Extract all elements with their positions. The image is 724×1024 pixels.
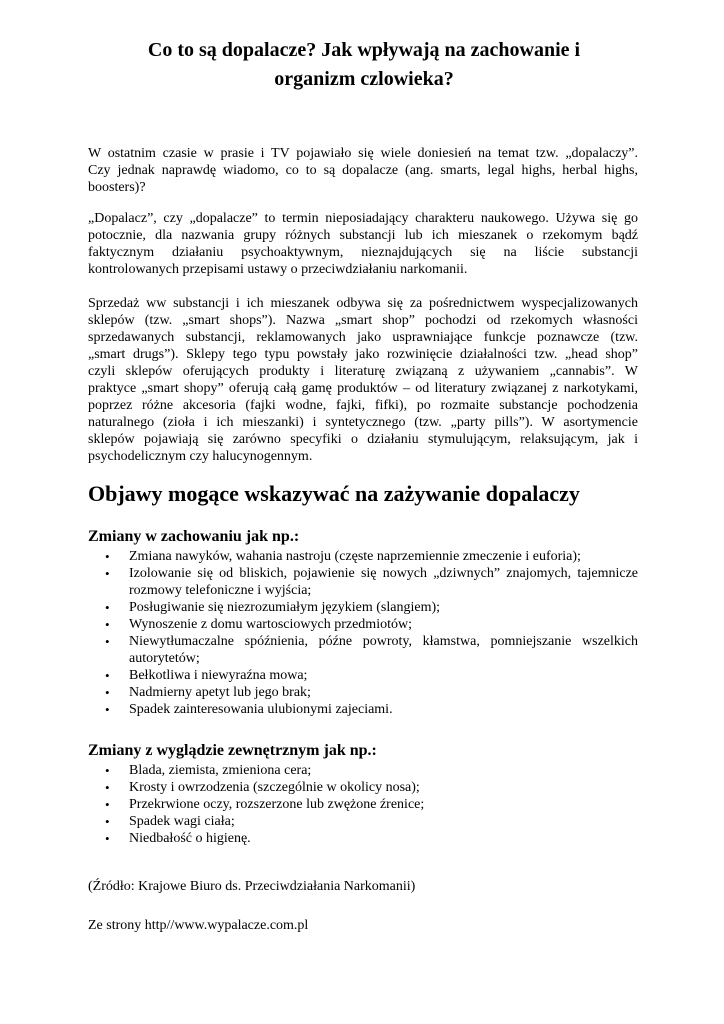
bullet-icon: • [105,831,110,846]
paragraph-line: boosters)? [88,180,146,195]
title-line-2: organizm czlowieka? [274,68,454,90]
paragraph-line: poprzez różne akcesoria (fajki wodne, fajki, fifki), po rozmaite substancje pochodzenia [88,398,638,413]
list-item-text: autorytetów; [129,651,200,666]
intro-paragraph-1 [88,145,638,196]
list-item [88,667,638,684]
paragraph-line: faktycznym działaniu psychoaktywnym, nieznajdujących się na liście substancji [88,245,638,260]
list-item-text: Zmiana nawyków, wahania nastroju (częste naprzemiennie zmeczenie i euforia); [129,549,581,564]
list-item-text: Bełkotliwa i niewyraźna mowa; [129,668,308,683]
intro-paragraph-2 [88,210,638,278]
paragraph-line: potocznie, dla nazwania grupy różnych substancji lub ich mieszanek o rzekomym bądź [88,228,638,243]
bullet-icon: • [105,780,110,795]
title-line-1: Co to są dopalacze? Jak wpływają na zachowanie i [147,39,581,61]
paragraph-line: „smart drugs”). Sklepy tego typu powstały jako rozwinięcie działalności tzw. „head shop” [88,347,638,362]
bullet-icon: • [105,685,110,700]
paragraph-line: Czy jednak naprawdę wiadomo, co to są dopalacze (ang. smarts, legal highs, herbal highs, [88,163,638,178]
paragraph-line: czyli sklepów oferujących produkty i literaturę związaną z używaniem „cannabis”. W [88,364,638,379]
bullet-icon: • [105,702,110,717]
bullet-icon: • [105,549,110,564]
list-item [88,779,638,796]
list-item-text: Niedbałość o higienę. [129,831,251,846]
list-item [88,599,638,616]
list-item [88,762,638,779]
list-item-text: Spadek wagi ciała; [129,814,235,829]
paragraph-line: „Dopalacz”, czy „dopalacze” to termin nieposiadający charakteru naukowego. Używa się go [88,211,638,226]
list-item-text: Krosty i owrzodzenia (szczególnie w okolicy nosa); [129,780,420,795]
list-item-text: Blada, ziemista, zmieniona cera; [129,763,312,778]
behavior-list [88,548,638,718]
paragraph-line: praktyce „smart shopy” oferują całą gamę produktów – od literatury związanej z narkotykami, [88,381,638,396]
list-item [88,796,638,813]
list-item-text: Niewytłumaczalne spóźnienia, późne powroty, kłamstwa, pomniejszanie wszelkich [129,634,638,649]
bullet-icon: • [105,600,110,615]
bullet-icon: • [105,566,110,581]
list-item-text: Izolowanie się od bliskich, pojawienie się nowych „dziwnych” znajomych, tajemnicze [129,566,638,581]
list-item-text: rozmowy telefoniczne i wyjścia; [129,583,312,598]
section-heading: Objawy mogące wskazywać na zażywanie dopalaczy [88,481,580,506]
list-item [88,633,638,667]
paragraph-line: Sprzedaż ww substancji i ich mieszanek odbywa się za pośrednictwem wyspecjalizowanych [88,296,638,311]
list-item [88,565,638,599]
list-item [88,813,638,830]
paragraph-line: kontrolowanych przepisami ustawy o przeciwdziałaniu narkomanii. [88,262,468,277]
bullet-icon: • [105,668,110,683]
bullet-icon: • [105,617,110,632]
paragraph-line: sprzedawanych substancji, reklamowanych jako usprawniające funkcje poznawcze (tzw. [88,330,638,345]
bullet-icon: • [105,763,110,778]
website-note: Ze strony http//www.wypalacze.com.pl [88,918,309,933]
paragraph-line: naturalnego (zioła i ich mieszanki) i syntetycznego (tzw. „party pills”). W asortymencie [88,415,638,430]
bullet-icon: • [105,814,110,829]
list-item-text: Wynoszenie z domu wartosciowych przedmiotów; [129,617,412,632]
paragraph-line: sklepów pojawiają się zarówno specyfiki o działaniu stymulującym, relaksującym, jak i [88,432,638,447]
paragraph-line: W ostatnim czasie w prasie i TV pojawiało się wiele doniesień na temat tzw. „dopalaczy”. [88,146,638,161]
source-note: (Źródło: Krajowe Biuro ds. Przeciwdziałania Narkomanii) [88,879,416,894]
list-item [88,548,638,565]
bullet-icon: • [105,797,110,812]
behavior-heading: Zmiany w zachowaniu jak np.: [88,528,300,545]
paragraph-line: psychodelicznym czy halucynogennym. [88,449,313,464]
list-item-text: Przekrwione oczy, rozszerzone lub zwężone źrenice; [129,797,425,812]
list-item-text: Posługiwanie się niezrozumiałym językiem (slangiem); [129,600,441,615]
intro-paragraph-3 [88,295,638,465]
list-item-text: Nadmierny apetyt lub jego brak; [129,685,311,700]
document-title [88,36,640,94]
list-item [88,616,638,633]
list-item [88,701,638,718]
appearance-list [88,762,638,847]
appearance-heading: Zmiany z wyglądzie zewnętrznym jak np.: [88,742,377,759]
list-item [88,830,638,847]
list-item-text: Spadek zainteresowania ulubionymi zajeciami. [129,702,393,717]
paragraph-line: sklepów (tzw. „smart shops”). Nazwa „smart shop” pochodzi od rzekomych własności [88,313,638,328]
list-item [88,684,638,701]
bullet-icon: • [105,634,110,649]
